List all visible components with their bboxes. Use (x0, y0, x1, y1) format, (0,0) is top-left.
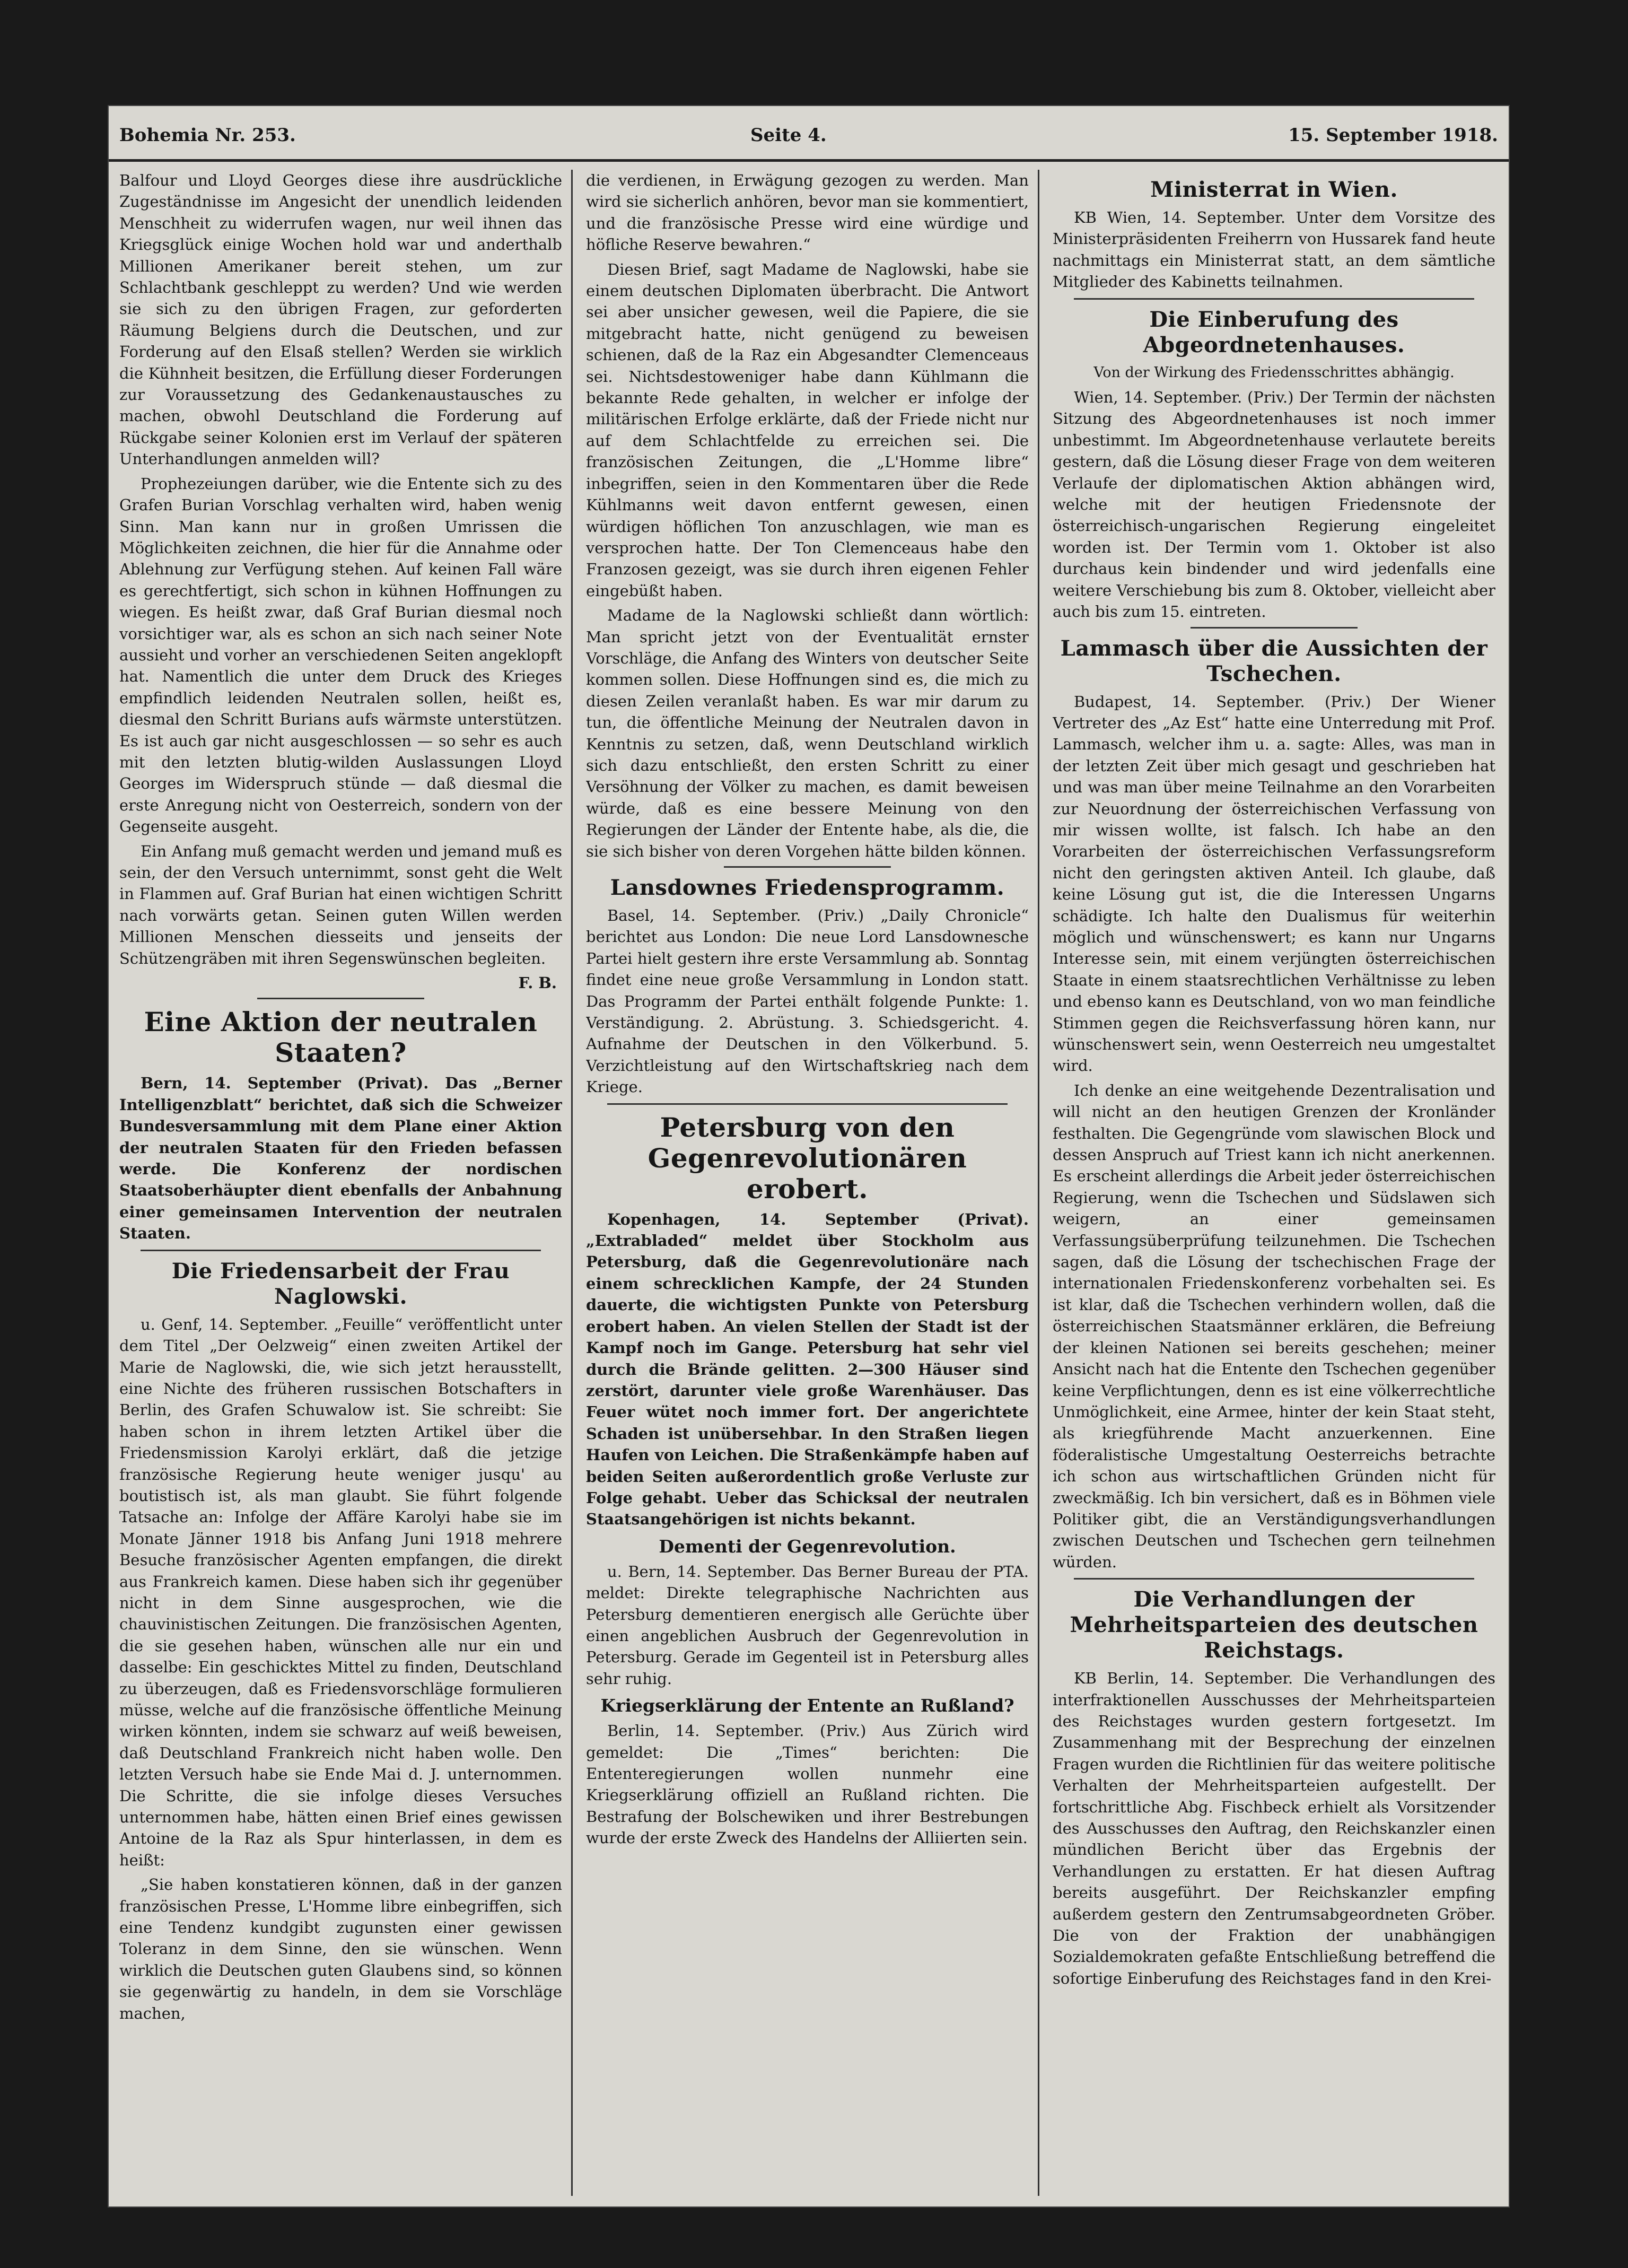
divider (1074, 298, 1474, 300)
divider (141, 1250, 541, 1251)
article-text: Budapest, 14. September. (Priv.) Der Wiener Vertreter des „Az Est“ hatte eine Unterredung mit Prof. Lammasch, welcher ihm u. a. sagte: Alles, was man in der letzten Zeit über mich gesagt und geschrieben hat und was man über meine Teilnahme an den Vorarbeiten zur Neuordnung der österreichischen Verfassung von mir wissen wollte, ist falsch. Ich habe an den Vorarbeiten der österreichischen Verfassungsreform nicht den geringsten aktiven Anteil. Ich glaube, daß keine Lösung gut ist, die die Interessen Ungarns schädigte. Ich halte den Dualismus für weiterhin möglich und wünschenswert; es kann nur Ungarns Interesse sein, mit einem verjüngten österreichischen Staate in einem staatsrechtlichen Verhältnisse zu leben und ebenso kann es Deutschland, von wo man feindliche Stimmen gegen die Reichsverfassung hören kann, nur wünschenswert sein, wenn Oesterreich neu umgestaltet wird. (1053, 692, 1495, 1075)
headline-petersburg: Petersburg von den Gegenrevolutionären erobert. (647, 1111, 967, 1205)
article-text: KB Wien, 14. September. Unter dem Vorsitze des Ministerpräsidenten Freiherrn von Hussarek fand heute nachmittags ein Ministerrat statt, an dem sämtliche Mitglieder des Kabinetts teilnahmen. (1053, 208, 1495, 291)
article-text: Berlin, 14. September. (Priv.) Aus Zürich wird gemeldet: Die „Times“ berichten: Die Ententeregierungen wollen nunmehr eine Kriegserklärung offiziell an Rußland richten. Die Bestrafung der Bolschewiken und ihrer Bestrebungen wurde der erste Zweck des Handelns der Alliierten sein. (586, 1722, 1029, 1847)
header-issue: Bohemia Nr. 253. (119, 125, 296, 146)
page-header (109, 125, 1509, 156)
article-text: „Sie haben konstatieren können, daß in der ganzen französischen Presse, L'Homme libre einbegriffen, sich eine Tendenz kundgibt zugunsten einer gewissen Toleranz in dem Sinne, den sie wünschen. Wenn wirklich die Deutschen guten Glaubens sind, so können sie gegenwärtig zu handeln, in dem sie Vorschläge machen, (119, 1876, 562, 2022)
article-text: KB Berlin, 14. September. Die Verhandlungen des interfraktionellen Ausschusses der Mehrheitsparteien des Reichstages wurden gestern fortgesetzt. Im Zusammenhang mit der Besprechung der einzelnen Fragen wurden die Richtlinien für das weitere politische Verhalten der Mehrheitsparteien aufgestellt. Der fortschrittliche Abg. Fischbeck erhielt als Vorsitzender des Ausschusses den Auftrag, den Reichskanzler einen mündlichen Bericht über das Ergebnis der Verhandlungen zu erstatten. Er hat diesen Auftrag bereits ausgeführt. Der Reichskanzler empfing außerdem gestern den Zentrumsabgeordneten Gröber. Die von der Fraktion der unabhängigen Sozialdemokraten gefaßte Entschließung betreffend die sofortige Einberufung des Reichstages fand in den Krei- (1053, 1669, 1495, 1987)
column-divider (1038, 170, 1039, 2196)
article-text: Balfour und Lloyd Georges diese ihre ausdrückliche Zugeständnisse im Angesicht der unendlich leidenden Menschheit zu widerrufen wagen, nur weil ihnen das Kriegsglück einige Wochen hold war und anderthalb Millionen Amerikaner bereit stehen, um zur Schlachtbank geschleppt zu werden? Und wie werden sie sich zu den übrigen Fragen, zur geforderten Räumung Belgiens durch die Deutschen, und zur Forderung auf den Elsaß stellen? Werden sie wirklich die Kühnheit besitzen, die Erfüllung dieser Forderungen zur Voraussetzung des Gedankenaustausches zu machen, obwohl Deutschland die Forderung auf Rückgabe seiner Kolonien erst im Verlauf der späteren Unterhandlungen anmelden will? (119, 171, 562, 468)
article-text: u. Bern, 14. September. Das Berner Bureau der PTA. meldet: Direkte telegraphische Nachrichten aus Petersburg dementieren energisch alle Gerüchte über einen angeblichen Ausbruch der Gegenrevolution in Petersburg. Gerade im Gegenteil ist in Petersburg alles sehr ruhig. (586, 1562, 1029, 1688)
headline-verhandlungen: Die Verhandlungen der Mehrheitsparteien des deutschen Reichstags. (1070, 1587, 1478, 1663)
article-text: Ich denke an eine weitgehende Dezentralisation und will nicht an den heutigen Grenzen der Kronländer festhalten. Die Gegengründe vom slawischen Block und dessen Anspruch auf Triest kann ich nicht anerkennen. Es erscheint allerdings die Arbeit jeder österreichischen Regierung, wenn die Tschechen und Südslawen sich weigern, an einer gemeinsamen Verfassungsüberprüfung teilzunehmen. Die Tschechen sagen, daß die Lösung der tschechischen Frage der internationalen Friedenskonferenz vorbehalten sei. Es ist klar, daß die Tschechen verhindern wollen, daß die österreichischen Staatsmänner erklären, die Befreiung der kleinen Nationen sei bereits geschehen; meiner Ansicht nach hat die Entente den Tschechen gegenüber keine Verpflichtungen, denn es ist eine völkerrechtliche Unmöglichkeit, eine Armee, hinter der kein Staat steht, als kriegführende Macht anzuerkennen. Eine föderalistische Umgestaltung Oesterreichs betrachte ich schon aus wirtschaftlichen Gründen nicht für zweckmäßig. Ich bin versichert, daß es in Böhmen viele Politiker gibt, die an Verständigungsverhandlungen zwischen Deutschen und Tschechen gern teilnehmen würden. (1053, 1081, 1495, 1571)
column-3 (1053, 170, 1495, 2201)
article-text: Diesen Brief, sagt Madame de Naglowski, habe sie einem deutschen Diplomaten überbracht. Die Antwort sei aber unsicher gewesen, weil die Papiere, die sie mitgebracht hatte, nicht genügend zu beweisen schienen, daß de la Raz ein Abgesandter Clemenceaus sei. Nichtsdestoweniger habe dann Kühlmann die bekannte Rede gehalten, in welcher er infolge der militärischen Erfolge erklärte, daß der Friede nicht nur auf dem Schlachtfelde zu erreichen sei. Die französischen Zeitungen, die „L'Homme libre“ inbegriffen, seien in den Kommentaren über die Rede Kühlmanns weit davon entfernt gewesen, einen würdigen höflichen Ton anzuschlagen, wie man es versprochen hatte. Der Ton Clemenceaus habe den Franzosen gezeigt, was sie durch ihren eigenen Fehler eingebüßt haben. (586, 260, 1029, 600)
divider (257, 998, 424, 999)
headline-lammasch: Lammasch über die Aussichten der Tschechen. (1060, 635, 1488, 686)
header-page-number: Seite 4. (750, 125, 827, 146)
article-text: Prophezeiungen darüber, wie die Entente sich zu des Grafen Burian Vorschlag verhalten wird, haben wenig Sinn. Man kann nur in großen Umrissen die Möglichkeiten zeichnen, die hier für die Annahme oder Ablehnung zur Verfügung stehen. Auf keinen Fall wäre es gerechtfertigt, sich schon in kühnen Hoffnungen zu wiegen. Es heißt zwar, daß Graf Burian diesmal noch vorsichtiger war, als es schon an sich nach seiner Note aussieht und vorher an verschiedenen Seiten angeklopft hat. Namentlich die unter dem Druck des Krieges empfindlich leidenden Neutralen sollen, heißt es, diesmal den Schritt Burians aufs wärmste unterstützen. Es ist auch gar nicht ausgeschlossen — so sehr es auch mit den letzten blutig-wilden Auslassungen Lloyd Georges im Widerspruch stünde — daß diesmal die erste Anregung nicht von Oesterreich, sondern von der Gegenseite ausgeht. (119, 474, 562, 836)
headline-naglowski: Die Friedensarbeit der Frau Naglowski. (171, 1258, 510, 1309)
article-text: Madame de la Naglowski schließt dann wörtlich: Man spricht jetzt von der Eventualität ernster Vorschläge, die Anfang des Winters von deutscher Seite kommen sollen. Diese Hoffnungen sind es, die mich zu diesen Zeilen veranlaßt haben. Es war mir darum zu tun, die öffentliche Meinung der Neutralen davon in Kenntnis zu setzen, daß, wenn Deutschland wirklich sich dazu entschließt, den ersten Schritt zu einer Versöhnung der Völker zu machen, es damit beweisen würde, daß es eine bessere Meinung von den Regierungen der Länder der Entente habe, als die, die sie sich bisher von deren Vorgehen hätte bilden können. (586, 606, 1029, 860)
divider (1191, 627, 1358, 629)
author-signature: F. B. (518, 974, 557, 992)
newspaper-page (109, 106, 1509, 2206)
article-text: Wien, 14. September. (Priv.) Der Termin der nächsten Sitzung des Abgeordnetenhauses ist noch immer unbestimmt. Im Abgeordnetenhause verlautete bereits gestern, daß die Lösung dieser Frage von dem weiteren Verlaufe der diplomatischen Aktion abhängen wird, welche mit der heutigen Friedensnote der österreichisch-ungarischen Regierung eingeleitet worden ist. Der Termin vom 1. Oktober ist also durchaus kein bindender und wird jedenfalls eine weitere Verschiebung bis zum 8. Oktober, vielleicht aber auch bis zum 15. eintreten. (1053, 388, 1495, 621)
column-2 (586, 170, 1029, 2201)
article-text: Ein Anfang muß gemacht werden und jemand muß es sein, der den Versuch unternimmt, sonst geht die Welt in Flammen auf. Graf Burian hat einen wichtigen Schritt nach vorwärts getan. Seinen guten Willen werden Millionen Menschen diesseits und jenseits der Schützengräben mit ihren Segenswünschen begleiten. (119, 842, 562, 967)
headline-dementi: Dementi der Gegenrevolution. (659, 1536, 956, 1557)
headline-aktion: Eine Aktion der neutralen Staaten? (144, 1006, 538, 1069)
header-date: 15. September 1918. (1288, 125, 1498, 146)
article-text: u. Genf, 14. September. „Feuille“ veröffentlicht unter dem Titel „Der Oelzweig“ einen zweiten Artikel der Marie de Naglowski, die, wie sich jetzt herausstellt, eine Nichte des früheren russischen Botschafters in Berlin, des Grafen Schuwalow ist. Sie schreibt: Sie haben schon in ihrem letzten Artikel über die Friedensmission Karolyi erklärt, daß die jetzige französische Regierung heute weniger jusqu' au boutistisch ist, als man glaubt. Sie führt folgende Tatsache an: Infolge der Affäre Karolyi habe sie im Monate Jänner 1918 bis Anfang Juni 1918 mehrere Besuche französischer Agenten empfangen, die direkt aus Frankreich kamen. Diese haben sich ihr gegenüber nicht in dem Sinne ausgesprochen, wie die chauvinistischen Zeitungen. Die französischen Agenten, die sie gesehen haben, wünschen alle nur ein und dasselbe: Ein geschicktes Mittel zu finden, Deutschland zu überzeugen, daß es Friedensvorschläge formulieren müsse, welche auf die französische öffentliche Meinung wirken könnten, indem sie schwarz auf weiß beweisen, daß Deutschland Frankreich nicht haben wolle. Den letzten Versuch habe sie Ende Mai d. J. unternommen. Die Schritte, die sie infolge dieses Versuches unternommen habe, hätten einen Brief eines gewissen Antoine de la Raz als Spur hinterlassen, in dem es heißt: (119, 1315, 562, 1869)
column-divider (571, 170, 573, 2196)
header-rule (109, 159, 1509, 162)
article-text: die verdienen, in Erwägung gezogen zu werden. Man wird sie sicherlich anhören, bevor man sie kommentiert, und die französische Presse wird eine würdige und höfliche Reserve bewahren.“ (586, 171, 1029, 254)
divider (607, 1103, 1008, 1105)
headline-ministerrat: Ministerrat in Wien. (1150, 177, 1398, 202)
divider (1074, 1578, 1474, 1580)
article-text: Bern, 14. September (Privat). Das „Berner Intelligenzblatt“ berichtet, daß sich die Schweizer Bundesversammlung mit dem Plane einer Aktion der neutralen Staaten für den Frieden befassen werde. Die Konferenz der nordischen Staatsoberhäupter dient ebenfalls der Anbahnung einer gemeinsamen Intervention der neutralen Staaten. (119, 1074, 562, 1243)
article-text: Basel, 14. September. (Priv.) „Daily Chronicle“ berichtet aus London: Die neue Lord Lansdownesche Partei hielt gestern ihre erste Versammlung ab. Sonntag findet eine neue große Versammlung in London statt. Das Programm der Partei enthält folgende Punkte: 1. Verständigung. 2. Abrüstung. 3. Schiedsgericht. 4. Aufnahme der Deutschen in den Völkerbund. 5. Verzichtleistung auf den Wirtschaftskrieg nach dem Kriege. (586, 906, 1029, 1096)
divider (724, 866, 891, 868)
article-text: Kopenhagen, 14. September (Privat). „Extrabladed“ meldet über Stockholm aus Petersburg, daß die Gegenrevolutionäre nach einem schrecklichen Kampfe, der 24 Stunden dauerte, die wichtigsten Punkte von Petersburg erobert haben. An vielen Stellen der Stadt ist der Kampf noch im Gange. Petersburg hat sehr viel durch die Brände gelitten. 2—300 Häuser sind zerstört, darunter viele große Warenhäuser. Das Feuer wütet noch immer fort. Der angerichtete Schaden ist unübersehbar. In den Straßen liegen Haufen von Leichen. Die Straßenkämpfe haben auf beiden Seiten außerordentlich große Verluste zur Folge gehabt. Ueber das Schicksal der neutralen Staatsangehörigen ist nichts bekannt. (586, 1210, 1029, 1529)
headline-lansdowne: Lansdownes Friedensprogramm. (610, 875, 1005, 900)
headline-einberufung: Die Einberufung des Abgeordnetenhauses. (1143, 307, 1405, 357)
headline-kriegserklaerung: Kriegserklärung der Entente an Rußland? (600, 1695, 1014, 1716)
headline-subtitle: Von der Wirkung des Friedensschrittes abhängig. (1093, 364, 1455, 381)
column-1 (119, 170, 562, 2201)
